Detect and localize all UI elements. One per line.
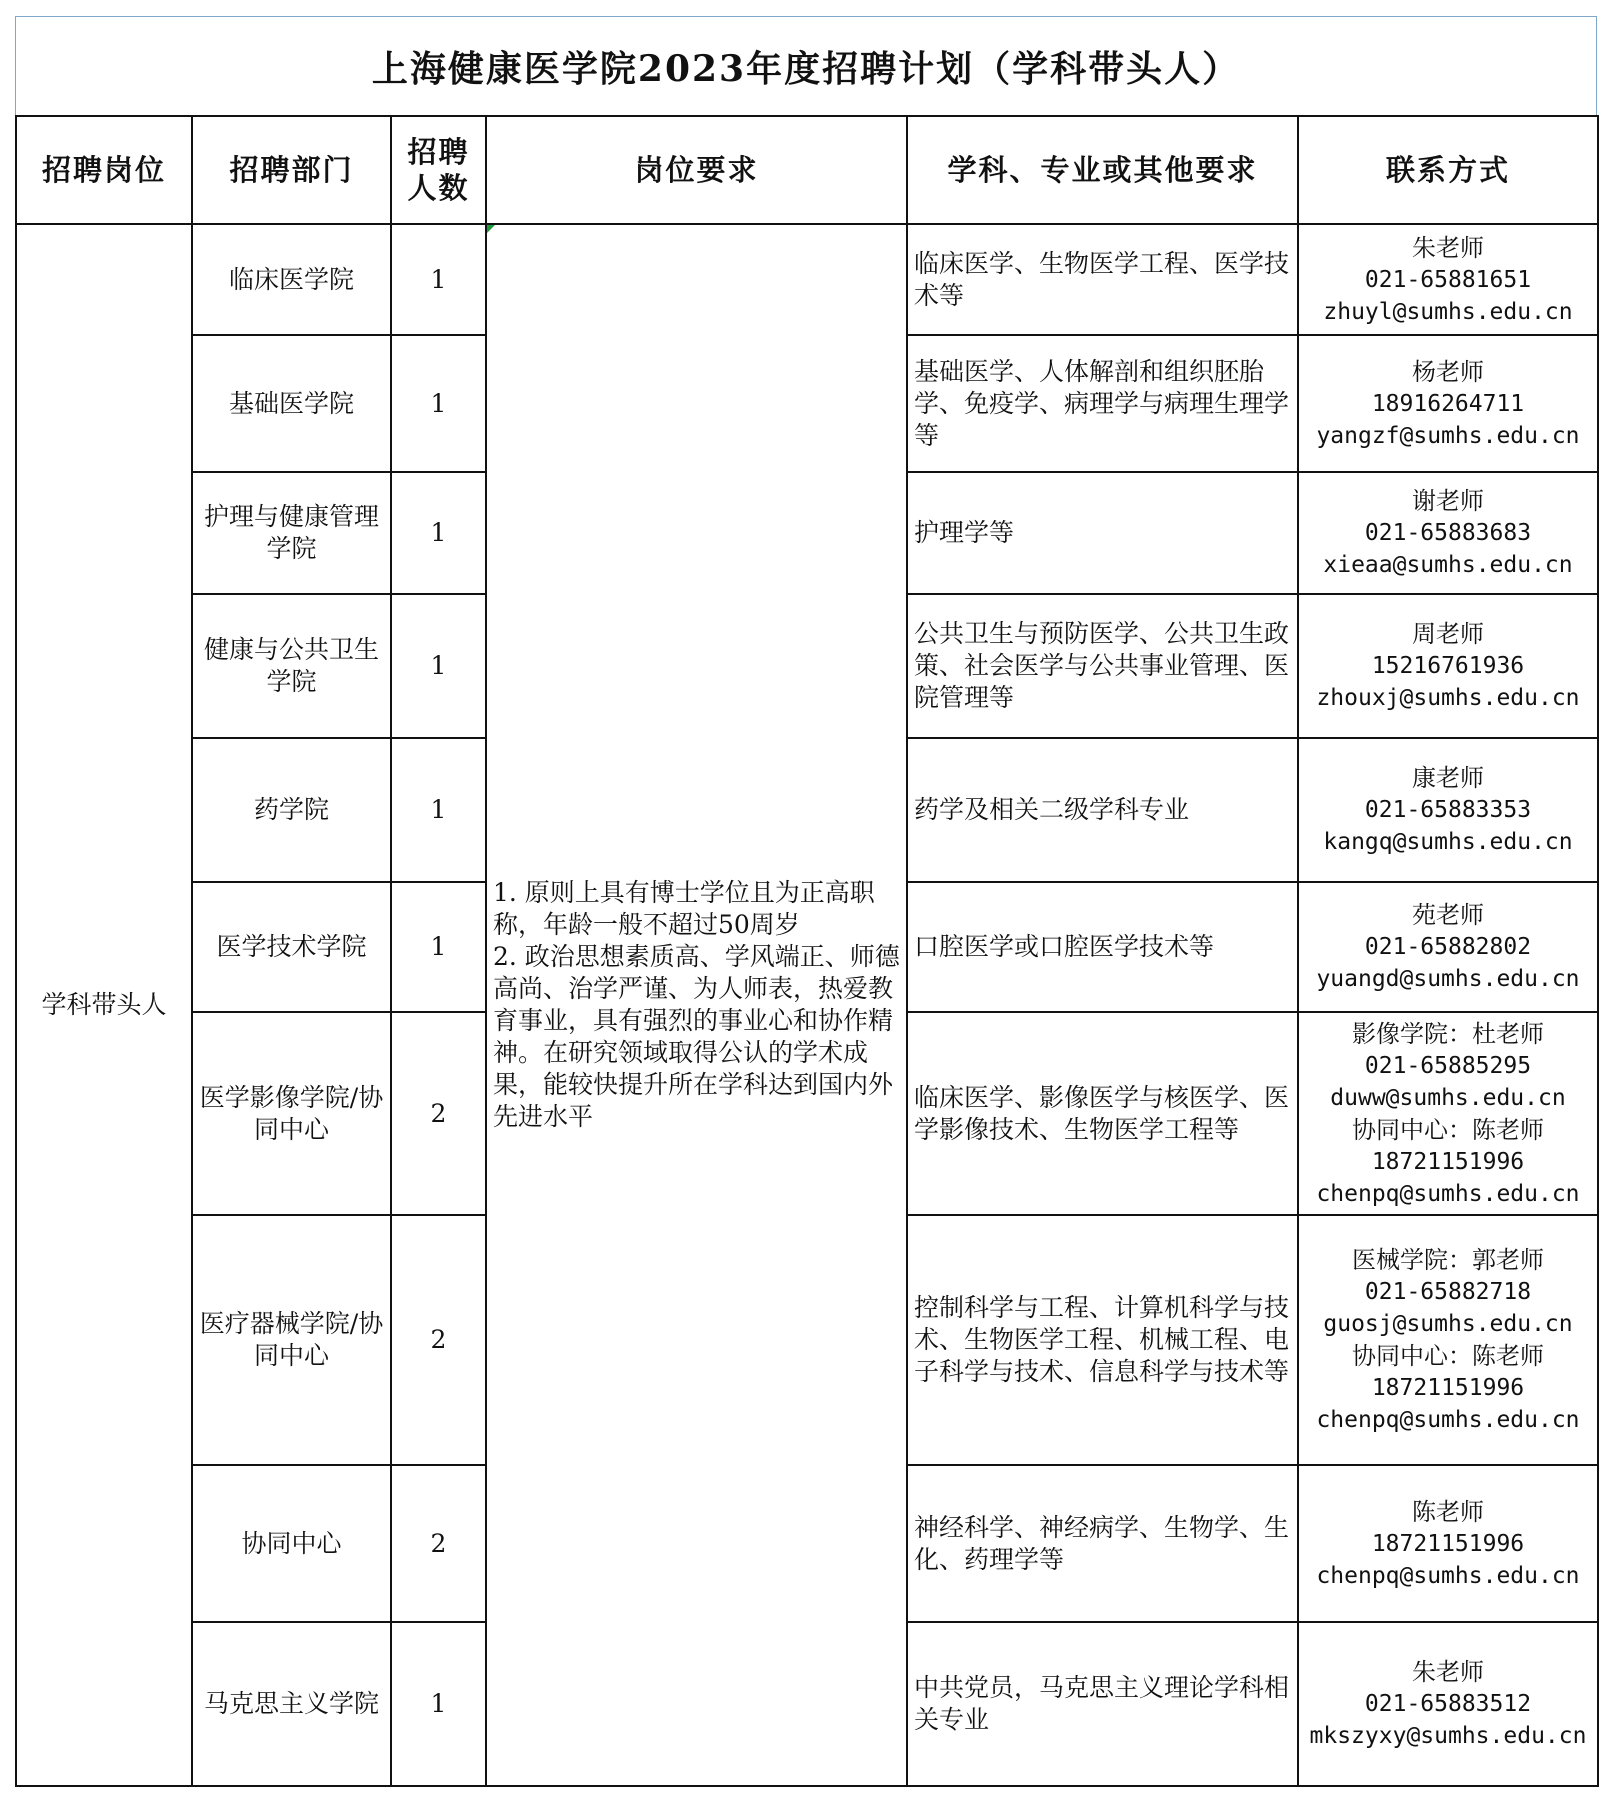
header-count-line1: 招聘 xyxy=(407,135,470,169)
count-cell: 1 xyxy=(391,1622,486,1786)
contact-cell xyxy=(1298,882,1598,1012)
count-cell: 2 xyxy=(391,1465,486,1622)
department-cell: 医学技术学院 xyxy=(192,882,391,1012)
department-cell: 马克思主义学院 xyxy=(192,1622,391,1786)
contact-line: 021-65883353 xyxy=(1364,797,1532,823)
department-cell: 临床医学院 xyxy=(192,224,391,335)
contact-cell xyxy=(1298,335,1598,472)
position-cell: 学科带头人 xyxy=(16,224,192,1786)
contact-line: 苑老师 xyxy=(1412,901,1484,929)
contact-line: 影像学院：杜老师 xyxy=(1352,1019,1544,1048)
count-cell: 1 xyxy=(391,738,486,882)
discipline-cell: 公共卫生与预防医学、公共卫生政策、社会医学与公共事业管理、医院管理等 xyxy=(907,594,1298,738)
contact-cell xyxy=(1298,1622,1598,1786)
department-cell: 医学影像学院/协同中心 xyxy=(192,1012,391,1215)
discipline-cell: 护理学等 xyxy=(907,472,1298,594)
contact-line: yuangd@sumhs.edu.cn xyxy=(1316,966,1580,992)
title-bar xyxy=(15,16,1597,115)
contact-line: guosj@sumhs.edu.cn xyxy=(1323,1311,1573,1337)
count-cell: 2 xyxy=(391,1215,486,1465)
contact-line: 021-65881651 xyxy=(1364,266,1532,293)
contact-line: 朱老师 xyxy=(1412,233,1484,262)
count-cell: 1 xyxy=(391,594,486,738)
contact-line: zhuyl@sumhs.edu.cn xyxy=(1323,298,1573,325)
count-cell: 1 xyxy=(391,472,486,594)
contact-line: 18916264711 xyxy=(1371,390,1525,417)
contact-cell xyxy=(1298,738,1598,882)
contact-cell xyxy=(1298,224,1598,335)
page-title: 上海健康医学院2023年度招聘计划（学科带头人） xyxy=(371,47,1241,90)
contact-line: 协同中心：陈老师 xyxy=(1352,1342,1544,1370)
count-cell: 1 xyxy=(391,882,486,1012)
requirement-cell xyxy=(486,224,907,1786)
contact-line: chenpq@sumhs.edu.cn xyxy=(1316,1407,1580,1433)
discipline-cell: 控制科学与工程、计算机科学与技术、生物医学工程、机械工程、电子科学与技术、信息科学与技术等 xyxy=(907,1215,1298,1465)
table-row xyxy=(16,224,1598,335)
contact-line: zhouxj@sumhs.edu.cn xyxy=(1316,685,1580,711)
discipline-cell: 临床医学、影像医学与核医学、医学影像技术、生物医学工程等 xyxy=(907,1012,1298,1215)
contact-line: 18721151996 xyxy=(1371,1148,1525,1175)
contact-line: 15216761936 xyxy=(1371,653,1525,679)
contact-cell xyxy=(1298,472,1598,594)
contact-line: 021-65885295 xyxy=(1364,1052,1532,1079)
requirement-line: 1. 原则上具有博士学位且为正高职称，年龄一般不超过50周岁 xyxy=(493,878,875,939)
department-cell: 医疗器械学院/协同中心 xyxy=(192,1215,391,1465)
header-department: 招聘部门 xyxy=(192,116,391,224)
discipline-cell: 临床医学、生物医学工程、医学技术等 xyxy=(907,224,1298,335)
contact-cell xyxy=(1298,1215,1598,1465)
contact-line: yangzf@sumhs.edu.cn xyxy=(1316,422,1580,449)
count-cell: 1 xyxy=(391,224,486,335)
contact-line: kangq@sumhs.edu.cn xyxy=(1323,829,1573,855)
contact-line: duww@sumhs.edu.cn xyxy=(1330,1084,1566,1111)
discipline-cell: 口腔医学或口腔医学技术等 xyxy=(907,882,1298,1012)
discipline-cell: 基础医学、人体解剖和组织胚胎学、免疫学、病理学与病理生理学等 xyxy=(907,335,1298,472)
contact-line: 021-65882718 xyxy=(1364,1279,1532,1305)
contact-cell xyxy=(1298,1012,1598,1215)
header-discipline: 学科、专业或其他要求 xyxy=(907,116,1298,224)
header-requirement: 岗位要求 xyxy=(486,116,907,224)
department-cell: 基础医学院 xyxy=(192,335,391,472)
contact-line: chenpq@sumhs.edu.cn xyxy=(1316,1180,1580,1207)
contact-line: 021-65883512 xyxy=(1364,1691,1532,1717)
discipline-cell: 药学及相关二级学科专业 xyxy=(907,738,1298,882)
contact-cell xyxy=(1298,1465,1598,1622)
department-cell: 药学院 xyxy=(192,738,391,882)
count-cell: 1 xyxy=(391,335,486,472)
contact-line: 杨老师 xyxy=(1412,357,1484,386)
requirement-line: 2. 政治思想素质高、学风端正、师德高尚、治学严谨、为人师表，热爱教育事业，具有强烈的事业心和协作精神。在研究领域取得公认的学术成果，能较快提升所在学科达到国内外先进水平 xyxy=(493,942,900,1131)
count-cell: 2 xyxy=(391,1012,486,1215)
department-cell: 护理与健康管理学院 xyxy=(192,472,391,594)
contact-line: 周老师 xyxy=(1412,620,1484,648)
contact-line: 朱老师 xyxy=(1412,1658,1484,1686)
contact-line: 18721151996 xyxy=(1371,1530,1525,1557)
discipline-cell: 中共党员，马克思主义理论学科相关专业 xyxy=(907,1622,1298,1786)
header-position: 招聘岗位 xyxy=(16,116,192,224)
contact-line: 021-65882802 xyxy=(1364,934,1532,960)
header-count-line2: 人数 xyxy=(407,171,470,205)
department-cell: 健康与公共卫生学院 xyxy=(192,594,391,738)
contact-line: 医械学院：郭老师 xyxy=(1352,1246,1544,1274)
table-body xyxy=(16,224,1598,1786)
cell-comment-marker xyxy=(487,225,495,233)
contact-line: xieaa@sumhs.edu.cn xyxy=(1323,552,1573,578)
contact-line: 18721151996 xyxy=(1371,1375,1525,1401)
contact-cell xyxy=(1298,594,1598,738)
contact-line: 协同中心：陈老师 xyxy=(1352,1115,1544,1144)
contact-line: 康老师 xyxy=(1412,764,1484,792)
header-row xyxy=(16,116,1598,224)
recruitment-table xyxy=(15,115,1599,1787)
contact-line: chenpq@sumhs.edu.cn xyxy=(1316,1562,1580,1589)
header-count xyxy=(391,116,486,224)
department-cell: 协同中心 xyxy=(192,1465,391,1622)
contact-line: 谢老师 xyxy=(1412,487,1484,515)
contact-line: mkszyxy@sumhs.edu.cn xyxy=(1309,1723,1587,1749)
contact-line: 021-65883683 xyxy=(1364,520,1532,546)
contact-line: 陈老师 xyxy=(1412,1497,1484,1526)
header-contact: 联系方式 xyxy=(1298,116,1598,224)
discipline-cell: 神经科学、神经病学、生物学、生化、药理学等 xyxy=(907,1465,1298,1622)
recruitment-sheet xyxy=(15,16,1597,1787)
